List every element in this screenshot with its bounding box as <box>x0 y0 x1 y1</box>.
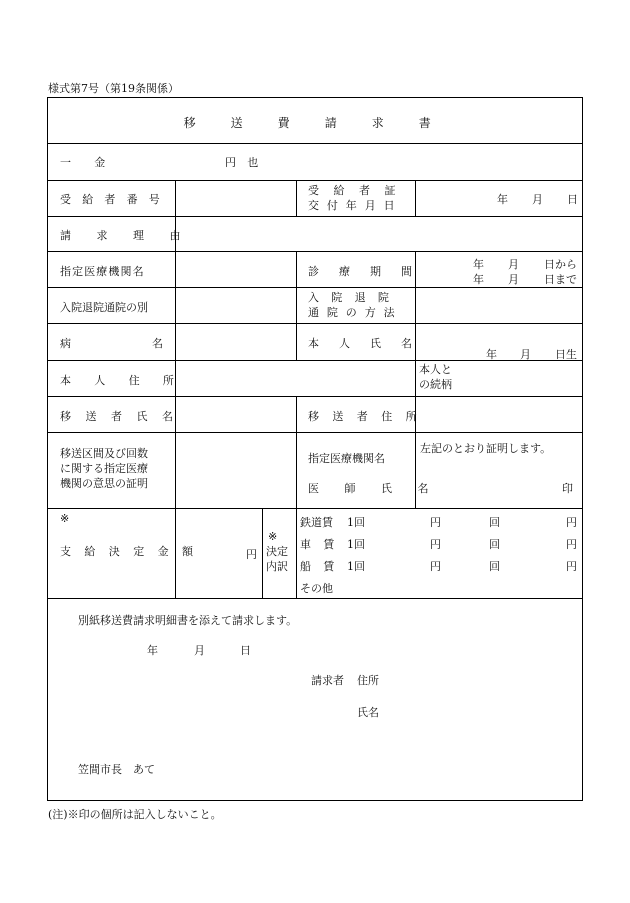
col-divider <box>415 180 416 216</box>
cert-day: 日 <box>567 193 578 206</box>
ship-fare-times: 回 <box>489 560 500 573</box>
birth-month: 月 <box>520 348 531 361</box>
cert-label-3: 機関の意思の証明 <box>60 477 148 490</box>
row-divider <box>47 180 583 181</box>
method-label-1: 入 院 退 院 <box>308 291 394 304</box>
period-to-month: 月 <box>508 273 519 286</box>
method-label-2: 通 院 の 方 法 <box>308 306 397 319</box>
period-from-day: 日から <box>544 258 577 271</box>
ship-fare-label: 船 賃 <box>300 560 339 573</box>
mover-address-label: 移 送 者 住 所 <box>308 410 422 423</box>
col-divider <box>296 180 297 216</box>
person-name-label: 本 人 氏 名 <box>308 337 421 350</box>
recipient-number-label: 受 給 者 番 号 <box>60 193 164 206</box>
ship-fare-total: 円 <box>566 560 577 573</box>
car-fare-label: 車 賃 <box>300 538 339 551</box>
col-divider <box>415 360 416 396</box>
decided-mark: ※ <box>268 530 278 543</box>
claimant-name-label: 氏名 <box>357 706 379 719</box>
period-from-year: 年 <box>473 258 484 271</box>
cert-label-2: に関する指定医療 <box>60 462 148 475</box>
rail-fare-once: 1回 <box>347 516 365 529</box>
cert-statement: 左記のとおり証明します。 <box>420 442 552 455</box>
car-fare-once: 1回 <box>347 538 365 551</box>
car-fare-total: 円 <box>566 538 577 551</box>
decided-label-1: 決定 <box>266 545 288 558</box>
row-divider <box>47 432 583 433</box>
doctor-label: 医 師 氏 名 <box>308 482 440 495</box>
period-from-month: 月 <box>508 258 519 271</box>
amount-label: 一 金 <box>60 156 116 169</box>
claimant-label: 請求者 <box>311 674 344 687</box>
row-divider <box>47 323 583 324</box>
inout-type-label: 入院退院通院の別 <box>60 301 148 314</box>
payment-mark: ※ <box>60 512 70 525</box>
row-divider <box>47 598 583 599</box>
reason-label: 請 求 理 由 <box>60 229 192 242</box>
birth-year: 年 <box>486 348 497 361</box>
period-label: 診 療 期 間 <box>308 265 421 278</box>
amount-yen: 円 也 <box>225 156 263 169</box>
form-title: 移 送 費 請 求 書 <box>183 116 447 130</box>
col-divider <box>296 396 297 508</box>
col-divider <box>262 508 263 598</box>
rail-fare-total: 円 <box>566 516 577 529</box>
claimant-address-label: 住所 <box>357 674 379 687</box>
row-divider <box>47 360 583 361</box>
seal-mark: 印 <box>562 482 573 495</box>
other-label: その他 <box>300 582 333 595</box>
period-to-year: 年 <box>473 273 484 286</box>
row-divider <box>47 508 583 509</box>
rail-fare-yen: 円 <box>430 516 441 529</box>
institution-label: 指定医療機関名 <box>60 265 145 278</box>
row-divider <box>47 143 583 144</box>
address-label: 本 人 住 所 <box>60 374 184 387</box>
footer-month: 月 <box>194 644 205 657</box>
cert-month: 月 <box>532 193 543 206</box>
footer-statement: 別紙移送費請求明細書を添えて請求します。 <box>78 614 298 627</box>
cert-label-1: 移送区間及び回数 <box>60 447 148 460</box>
col-divider <box>296 251 297 360</box>
disease-label: 病 <box>60 337 71 350</box>
row-divider <box>47 396 583 397</box>
footnote: (注)※印の個所は記入しないこと。 <box>48 808 222 821</box>
rail-fare-label: 鉄道賃 <box>300 516 333 529</box>
car-fare-times: 回 <box>489 538 500 551</box>
addressee: 笠間市長 あて <box>78 763 155 776</box>
period-to-day: 日まで <box>544 273 577 286</box>
relation-label-1: 本人と <box>419 363 452 376</box>
birth-day: 日生 <box>555 348 577 361</box>
ship-fare-yen: 円 <box>430 560 441 573</box>
cert-year: 年 <box>497 193 508 206</box>
cert-date-label-1: 受 給 者 証 <box>308 184 401 197</box>
footer-day: 日 <box>240 644 251 657</box>
cert-date-label-2: 交 付 年 月 日 <box>308 199 397 212</box>
row-divider <box>47 216 583 217</box>
cert-institution-label: 指定医療機関名 <box>308 452 385 465</box>
row-divider <box>47 251 583 252</box>
payment-label: 支 給 決 定 金 額 <box>60 545 198 558</box>
payment-yen: 円 <box>246 548 257 561</box>
mover-name-label: 移 送 者 氏 名 <box>60 410 179 423</box>
decided-label-2: 内訳 <box>266 560 288 573</box>
footer-year: 年 <box>147 644 158 657</box>
col-divider <box>296 508 297 598</box>
ship-fare-once: 1回 <box>347 560 365 573</box>
relation-label-2: の続柄 <box>419 378 452 391</box>
rail-fare-times: 回 <box>489 516 500 529</box>
form-id: 様式第7号（第19条関係） <box>48 82 179 95</box>
disease-label-2: 名 <box>152 337 163 350</box>
car-fare-yen: 円 <box>430 538 441 551</box>
row-divider <box>47 287 583 288</box>
